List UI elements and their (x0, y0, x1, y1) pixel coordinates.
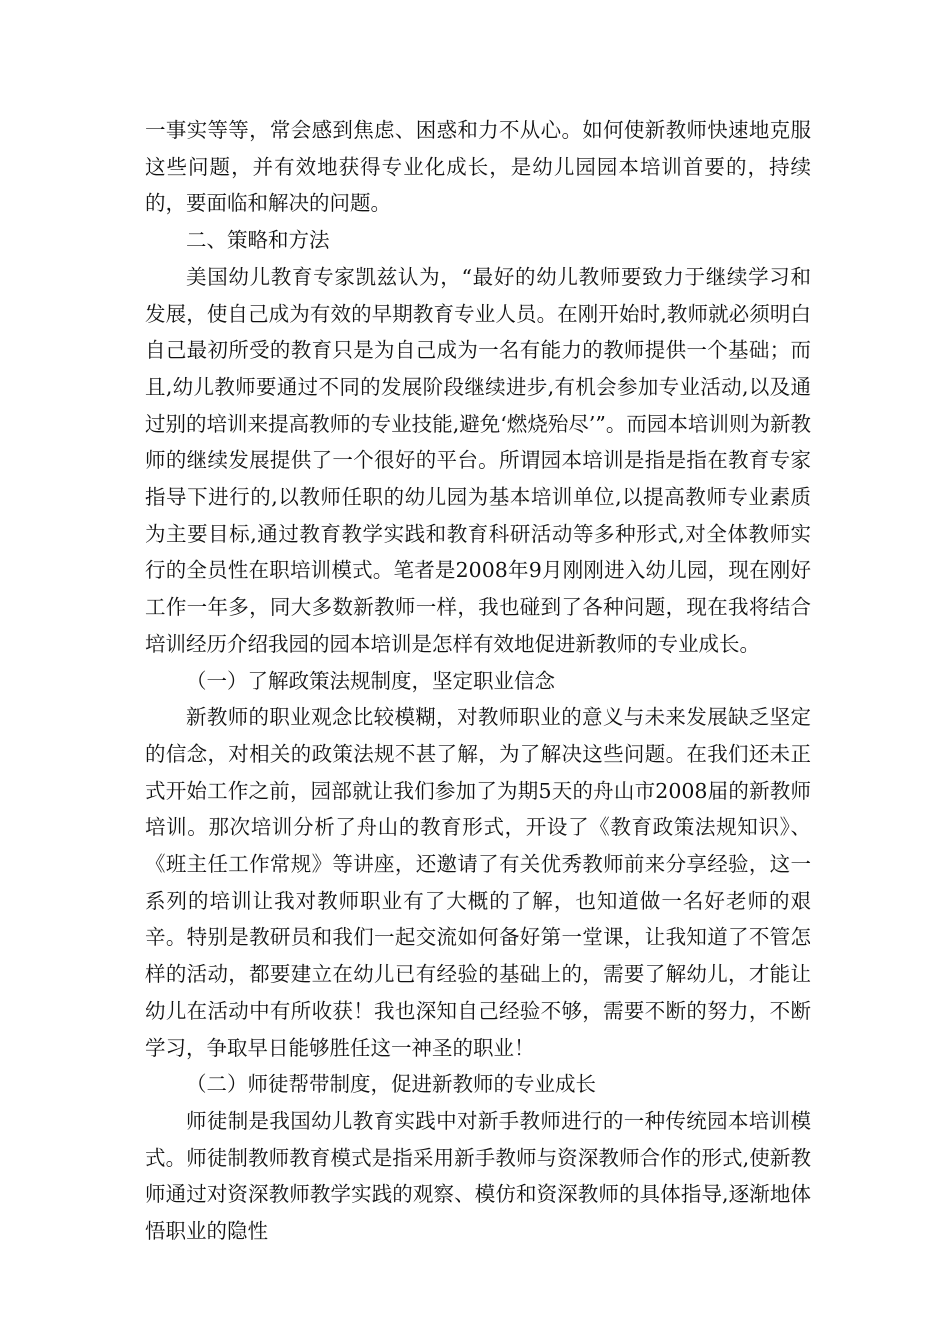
section-heading: 二、策略和方法 (186, 228, 330, 253)
paragraph: 师徒制是我国幼儿教育实践中对新手教师进行的一种传统园本培训模式。师徒制教师教育模式是指采用新手教师与资深教师合作的形式,使新教师通过对资深教师教学实践的观察、模仿和资深教师的具体指导,逐渐地体悟职业的隐性 (145, 1108, 811, 1244)
sub-heading: （二）师徒帮带制度，促进新教师的专业成长 (186, 1072, 596, 1097)
paragraph: 美国幼儿教育专家凯兹认为，“最好的幼儿教师要致力于继续学习和发展，使自己成为有效的早期教育专业人员。在刚开始时,教师就必须明白自己最初所受的教育只是为自己成为一名有能力的教师提供一个基础；而且,幼儿教师要通过不同的发展阶段继续进步,有机会参加专业活动,以及通过别的培训来提高教师的专业技能,避免‘燃烧殆尽’”。而园本培训则为新教师的继续发展提供了一个很好的平台。所谓园本培训是指是指在教育专家指导下进行的,以教师任职的幼儿园为基本培训单位,以提高教师专业素质为主要目标,通过教育教学实践和教育科研活动等多种形式,对全体教师实行的全员性在职培训模式。笔者是2008年9月刚刚进入幼儿园，现在刚好工作一年多，同大多数新教师一样，我也碰到了各种问题，现在我将结合培训经历介绍我园的园本培训是怎样有效地促进新教师的专业成长。 (145, 264, 811, 656)
sub-heading: （一）了解政策法规制度，坚定职业信念 (186, 668, 555, 693)
paragraph: 新教师的职业观念比较模糊，对教师职业的意义与未来发展缺乏坚定的信念，对相关的政策法规不甚了解，为了解决这些问题。在我们还未正式开始工作之前，园部就让我们参加了为期5天的舟山市2008届的新教师培训。那次培训分析了舟山的教育形式，开设了《教育政策法规知识》、《班主任工作常规》等讲座，还邀请了有关优秀教师前来分享经验，这一系列的培训让我对教师职业有了大概的了解，也知道做一名好老师的艰辛。特别是教研员和我们一起交流如何备好第一堂课，让我知道了不管怎样的活动，都要建立在幼儿已有经验的基础上的，需要了解幼儿，才能让幼儿在活动中有所收获！我也深知自己经验不够，需要不断的努力，不断学习，争取早日能够胜任这一神圣的职业！ (145, 705, 811, 1060)
document-body (145, 112, 811, 1250)
paragraph-continued: 一事实等等，常会感到焦虑、困惑和力不从心。如何使新教师快速地克服这些问题，并有效地获得专业化成长，是幼儿园园本培训首要的，持续的，要面临和解决的问题。 (145, 118, 811, 216)
